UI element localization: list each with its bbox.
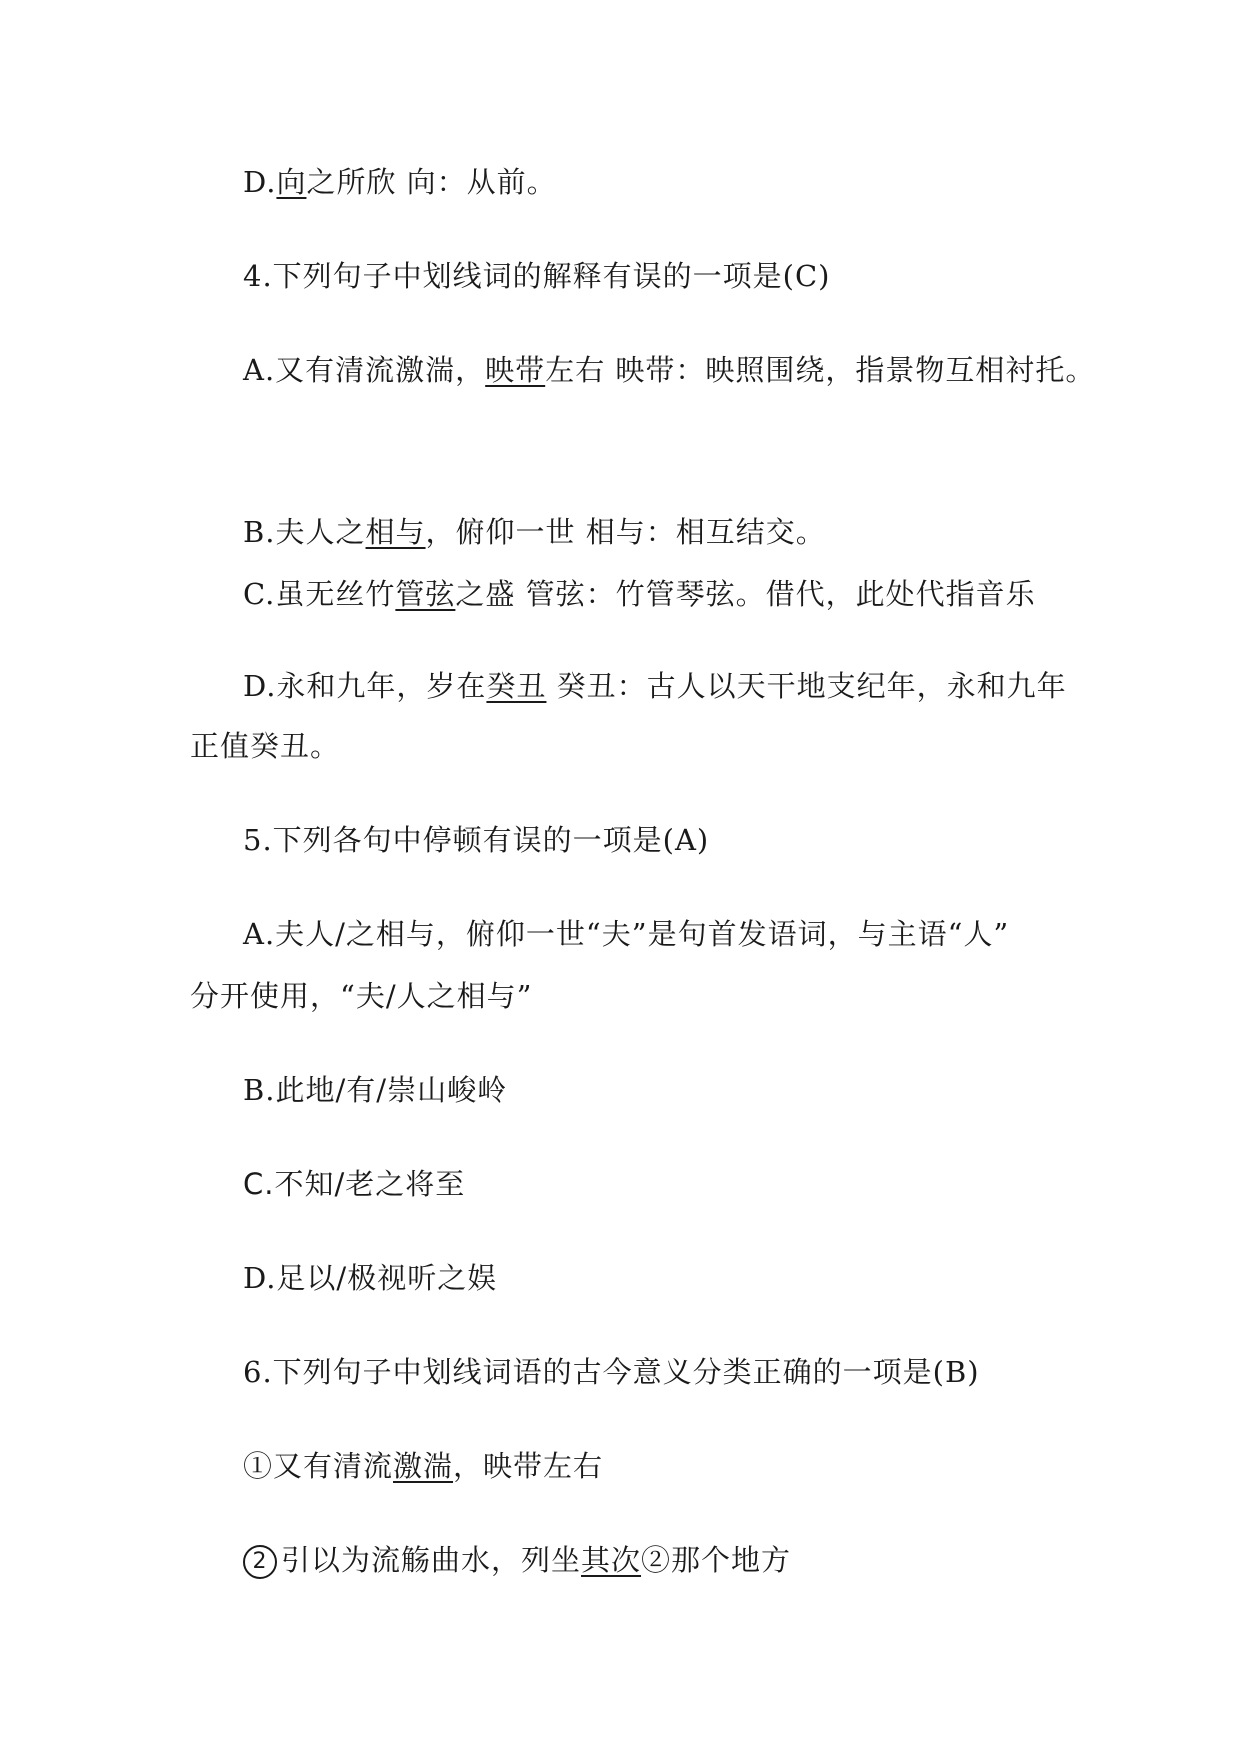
line-text: B.夫人之 (243, 515, 366, 549)
line-text: 分开使用，“夫/人之相与” (190, 979, 533, 1013)
line-text: A.又有清流激湍， (243, 353, 486, 387)
option-d (243, 666, 1067, 706)
line-text: 之盛 管弦：竹管琴弦。借代，此处代指音乐 (455, 577, 1036, 611)
line-text: 6.下列句子中划线词语的古今意义分类正确的一项是(B) (243, 1355, 980, 1389)
option-c (243, 1164, 465, 1204)
line-text: D.足以/极视听之娱 (243, 1261, 498, 1295)
line-text: C.不知/老之将至 (243, 1167, 466, 1201)
line-text: ②那个地方 (641, 1543, 792, 1577)
line-text: 引以为流觞曲水，列坐 (281, 1543, 582, 1577)
line-text: 之所欣 向：从前。 (306, 165, 557, 199)
option-a (243, 350, 1095, 390)
option-b (243, 512, 826, 552)
line-text: B.此地/有/崇山峻岭 (243, 1073, 508, 1107)
line-text: C.虽无丝竹 (243, 577, 396, 611)
question-5 (243, 820, 709, 860)
item-2 (243, 1540, 791, 1580)
underlined-word: 映带 (485, 353, 546, 387)
line-text: D. (243, 165, 277, 199)
text-line (190, 726, 340, 766)
underlined-word: 癸丑 (486, 669, 547, 703)
line-text: A.夫人/之相与，俯仰一世“夫”是句首发语词，与主语“人” (243, 917, 1010, 951)
line-text: D.永和九年，岁在 (243, 669, 487, 703)
underlined-word: 其次 (581, 1543, 642, 1577)
line-text: ①又有清流 (243, 1449, 394, 1483)
line-text: 4.下列句子中划线词的解释有误的一项是(C) (243, 259, 831, 293)
text-line (243, 162, 557, 202)
line-text: ，映带左右 (453, 1449, 604, 1483)
line-text: 正值癸丑。 (190, 729, 341, 763)
option-c (243, 574, 1036, 614)
circled-number: 2 (243, 1545, 277, 1579)
line-text: ，俯仰一世 相与：相互结交。 (425, 515, 826, 549)
item-1 (243, 1446, 603, 1486)
option-b (243, 1070, 507, 1110)
text-line (190, 976, 532, 1016)
underlined-word: 向 (276, 165, 307, 199)
question-4 (243, 256, 831, 296)
option-a (243, 914, 1009, 954)
line-text: 癸丑：古人以天干地支纪年，永和九年 (546, 669, 1067, 703)
underlined-word: 激湍 (393, 1449, 454, 1483)
line-text: 左右 映带：映照围绕，指景物互相衬托。 (545, 353, 1096, 387)
option-d (243, 1258, 497, 1298)
underlined-word: 相与 (365, 515, 426, 549)
underlined-word: 管弦 (395, 577, 456, 611)
question-6 (243, 1352, 980, 1392)
line-text: 5.下列各句中停顿有误的一项是(A) (243, 823, 710, 857)
